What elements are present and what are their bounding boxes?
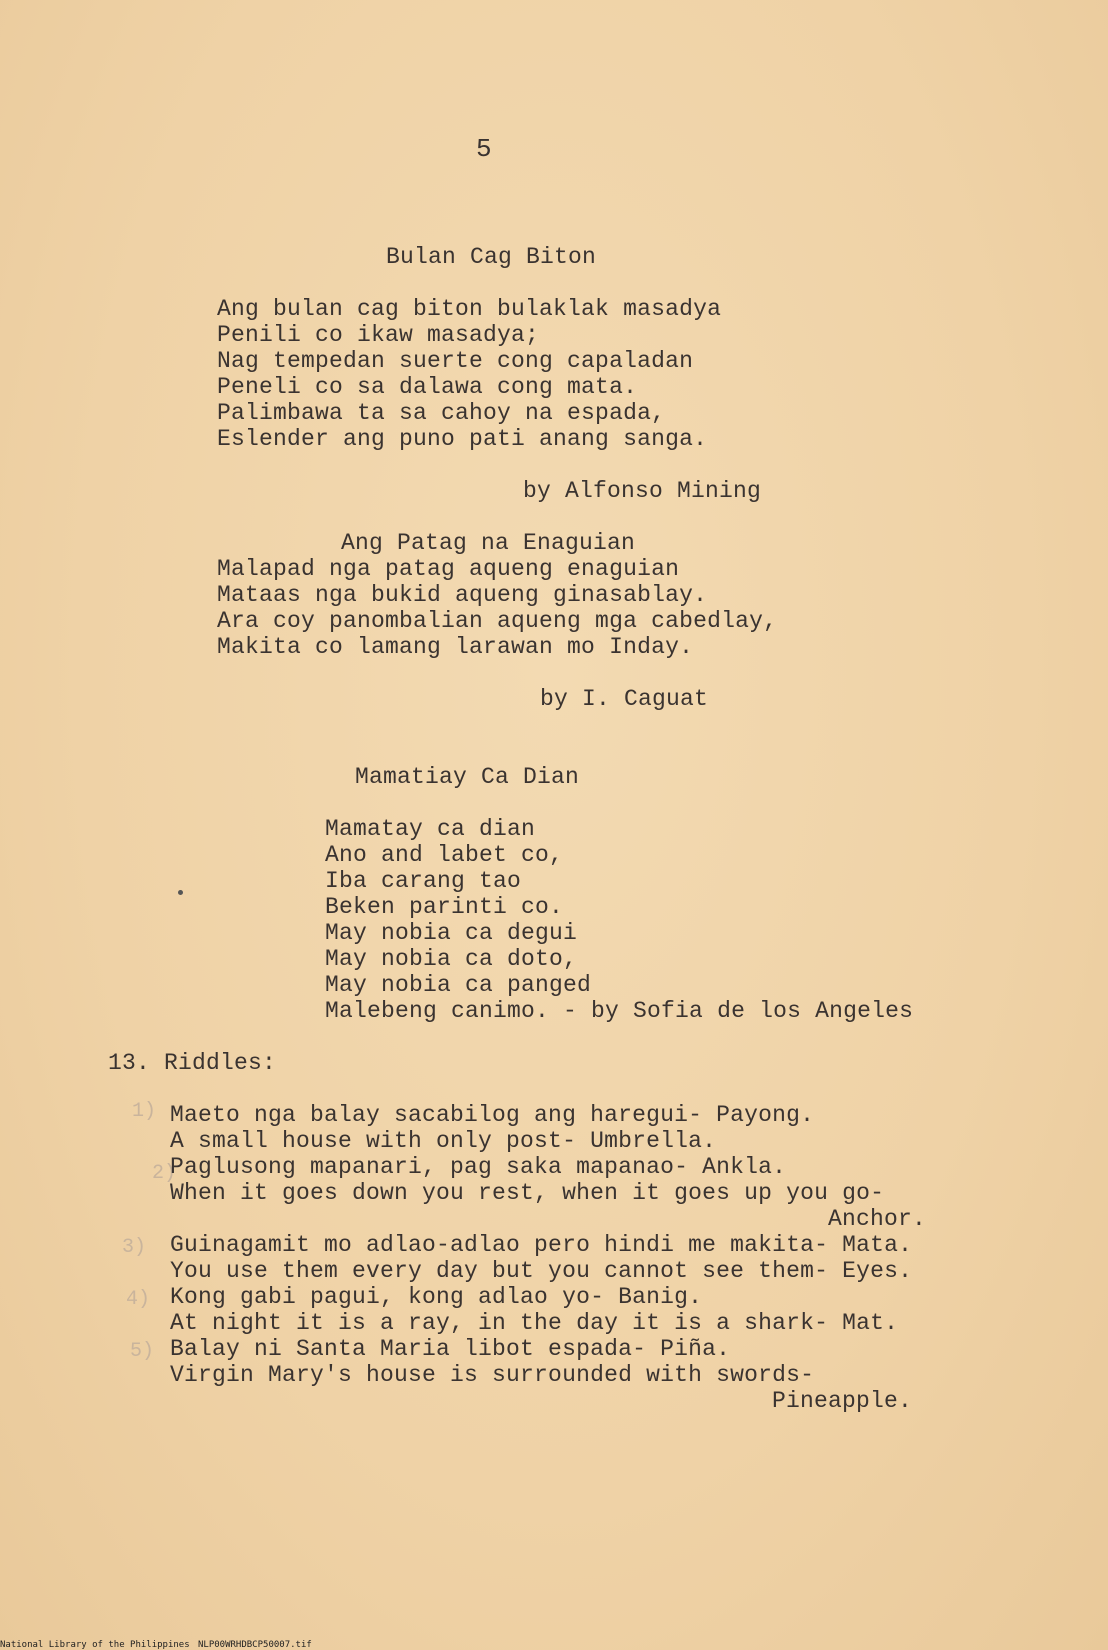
- ink-speck: [178, 890, 183, 895]
- poem-line: Nag tempedan suerte cong capaladan: [217, 348, 694, 374]
- footer-library: National Library of the Philippines: [0, 1640, 190, 1650]
- margin-number: 4): [126, 1288, 151, 1311]
- riddle-line: Kong gabi pagui, kong adlao yo- Banig.: [170, 1284, 703, 1310]
- riddle-line: Pineapple.: [772, 1388, 913, 1414]
- riddle-line: Virgin Mary's house is surrounded with swords-: [170, 1362, 815, 1388]
- poem-line: Malapad nga patag aqueng enaguian: [217, 556, 680, 582]
- riddle-line: Paglusong mapanari, pag saka mapanao- Ankla.: [170, 1154, 787, 1180]
- margin-number: 3): [122, 1236, 147, 1259]
- riddle-line: Maeto nga balay sacabilog ang haregui- Payong.: [170, 1102, 815, 1128]
- poem-line: Palimbawa ta sa cahoy na espada,: [217, 400, 666, 426]
- poem-line: May nobia ca doto,: [325, 946, 578, 972]
- poem-line: Ang bulan cag biton bulaklak masadya: [217, 296, 722, 322]
- poem-line: Makita co lamang larawan mo Inday.: [217, 634, 694, 660]
- riddle-line: When it goes down you rest, when it goes up you go-: [170, 1180, 885, 1206]
- poem-author: by I. Caguat: [540, 686, 709, 712]
- riddle-line: Anchor.: [828, 1206, 927, 1232]
- poem-author: by Alfonso Mining: [523, 478, 762, 504]
- poem-line: Beken parinti co.: [325, 894, 564, 920]
- poem-title: Mamatiay Ca Dian: [355, 764, 580, 790]
- section-heading: 13. Riddles:: [108, 1050, 277, 1076]
- margin-number: 5): [130, 1340, 155, 1363]
- poem-line: Malebeng canimo. - by Sofia de los Angeles: [325, 998, 914, 1024]
- poem-line: Ara coy panombalian aqueng mga cabedlay,: [217, 608, 778, 634]
- poem-line: Penili co ikaw masadya;: [217, 322, 540, 348]
- footer-filename: NLP00WRHDBCP50007.tif: [198, 1640, 312, 1650]
- riddle-line: A small house with only post- Umbrella.: [170, 1128, 717, 1154]
- riddle-line: At night it is a ray, in the day it is a shark- Mat.: [170, 1310, 899, 1336]
- poem-title: Bulan Cag Biton: [386, 244, 597, 270]
- poem-line: Ano and labet co,: [325, 842, 564, 868]
- riddle-line: Guinagamit mo adlao-adlao pero hindi me makita- Mata.: [170, 1232, 913, 1258]
- riddle-line: Balay ni Santa Maria libot espada- Piña.: [170, 1336, 731, 1362]
- poem-line: Eslender ang puno pati anang sanga.: [217, 426, 708, 452]
- margin-number: 1): [132, 1100, 157, 1123]
- poem-line: Mataas nga bukid aqueng ginasablay.: [217, 582, 708, 608]
- poem-line: Mamatay ca dian: [325, 816, 536, 842]
- poem-line: Peneli co sa dalawa cong mata.: [217, 374, 638, 400]
- poem-title: Ang Patag na Enaguian: [341, 530, 636, 556]
- poem-line: May nobia ca degui: [325, 920, 578, 946]
- margin-number: 2): [152, 1162, 177, 1185]
- poem-line: May nobia ca panged: [325, 972, 592, 998]
- page-number: 5: [476, 134, 492, 164]
- riddle-line: You use them every day but you cannot see them- Eyes.: [170, 1258, 913, 1284]
- poem-line: Iba carang tao: [325, 868, 522, 894]
